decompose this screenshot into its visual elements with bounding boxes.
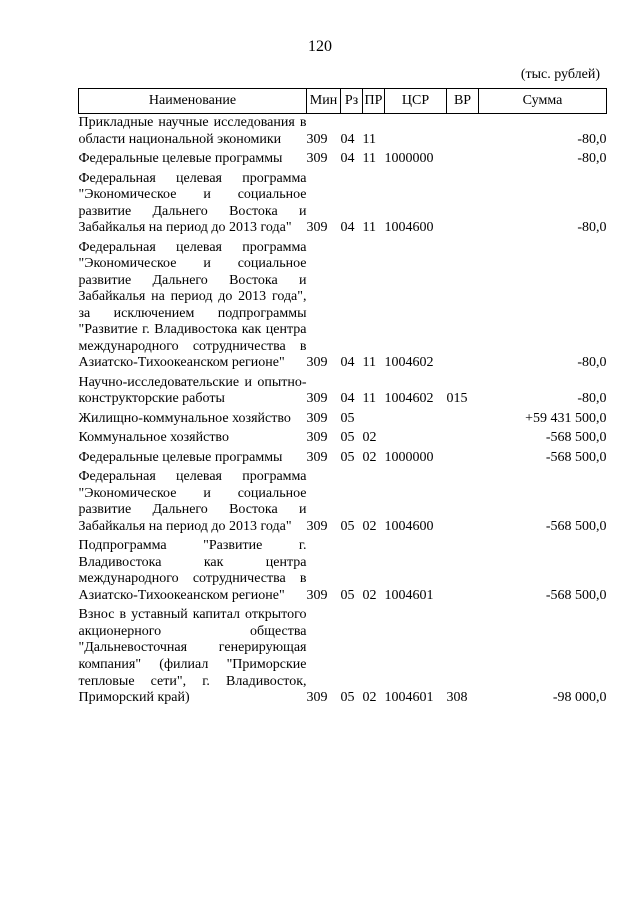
header-csr: ЦСР [385,89,447,114]
row-min: 309 [306,410,328,426]
row-pr: 11 [362,131,376,147]
table-row [79,606,607,708]
row-min: 309 [306,391,328,407]
row-rz: 05 [340,430,355,446]
row-vr [447,429,479,449]
row-vr [447,239,479,374]
row-vr [447,537,479,606]
row-rz: 04 [340,355,355,371]
row-name: Научно-исследовательские и опытно-конструкторские работы [78,374,307,407]
row-pr: 02 [362,518,377,534]
row-csr [385,114,447,151]
table-row [79,170,607,239]
row-name: Жилищно-коммунальное хозяйство [78,410,291,426]
table-row [79,374,607,410]
row-name: Коммунальное хозяйство [78,430,229,446]
row-csr: 1004601 [384,690,434,706]
row-vr [447,170,479,239]
row-vr [447,449,479,469]
row-name: Федеральная целевая программа "Экономическое и социальное развитие Дальнего Востока и Забайкалья на период до 2013 года" [78,469,307,534]
row-min: 309 [306,430,328,446]
row-sum: -568 500,0 [545,449,607,465]
row-min: 309 [306,690,328,706]
row-sum: -80,0 [577,391,607,407]
row-min: 309 [306,355,328,371]
row-sum: -80,0 [577,355,607,371]
row-pr: 11 [362,151,376,167]
row-vr [447,468,479,537]
row-name: Взнос в уставный капитал открытого акционерного общества "Дальневосточная генерирующая компания" (филиал "Приморские тепловые сети", г. Владивосток, Приморский край) [78,607,307,706]
row-name: Подпрограмма "Развитие г. Владивостока как центра международного сотрудничества в Азиатско-Тихоокеанском регионе" [78,538,307,603]
row-pr: 02 [362,449,377,465]
row-rz: 05 [340,587,355,603]
row-min: 309 [306,220,328,236]
row-pr [363,410,385,430]
row-vr [447,114,479,151]
row-csr: 1004602 [384,355,434,371]
row-csr: 1004602 [384,391,434,407]
row-min: 309 [306,449,328,465]
row-csr [385,429,447,449]
table-row [79,468,607,537]
row-rz: 04 [340,151,355,167]
row-pr: 11 [362,391,376,407]
header-min: Мин [307,89,341,114]
row-rz: 05 [340,410,355,426]
row-csr: 1004601 [384,587,434,603]
row-min: 309 [306,151,328,167]
page-number: 120 [308,38,332,55]
row-name: Прикладные научные исследования в области национальной экономики [78,115,307,147]
table-body [79,114,607,709]
row-rz: 05 [340,518,355,534]
row-name: Федеральная целевая программа "Экономическое и социальное развитие Дальнего Востока и Забайкалья на период до 2013 года", за исключением подпрограммы "Развитие г. Владивостока как центра международного сотрудничества в Азиатско-Тихоокеанском регионе" [78,239,307,371]
row-csr: 1004600 [384,220,434,236]
table-row [79,410,607,430]
table-row [79,114,607,151]
row-sum: -98 000,0 [552,690,607,706]
table-row [79,239,607,374]
budget-table [78,88,607,709]
row-pr: 11 [362,355,376,371]
row-name: Федеральная целевая программа "Экономическое и социальное развитие Дальнего Востока и Забайкалья на период до 2013 года" [78,170,307,236]
row-min: 309 [306,131,328,147]
row-rz: 05 [340,690,355,706]
row-sum: +59 431 500,0 [525,410,607,426]
table-row [79,429,607,449]
table-row [79,449,607,469]
table-row [79,150,607,170]
header-rz: Рз [341,89,363,114]
header-vr: ВР [447,89,479,114]
row-vr: 015 [446,391,468,407]
header-sum: Сумма [479,89,607,114]
row-sum: -568 500,0 [545,587,607,603]
row-name: Федеральные целевые программы [78,449,283,465]
row-pr: 02 [362,690,377,706]
row-sum: -568 500,0 [545,518,607,534]
row-vr [447,150,479,170]
row-rz: 05 [340,449,355,465]
row-csr: 1000000 [384,449,434,465]
header-pr: ПР [363,89,385,114]
row-sum: -80,0 [577,131,607,147]
units-note: (тыс. рублей) [520,67,600,82]
row-min: 309 [306,518,328,534]
row-pr: 02 [362,430,377,446]
header-name: Наименование [79,89,307,114]
row-rz: 04 [340,391,355,407]
row-vr [447,410,479,430]
row-vr: 308 [446,690,468,706]
row-csr: 1004600 [384,518,434,534]
table-row [79,537,607,606]
row-name: Федеральные целевые программы [78,151,283,167]
row-rz: 04 [340,131,355,147]
row-pr: 02 [362,587,377,603]
row-sum: -80,0 [577,151,607,167]
row-sum: -80,0 [577,220,607,236]
row-sum: -568 500,0 [545,430,607,446]
table-header [79,89,607,114]
row-pr: 11 [362,220,376,236]
row-rz: 04 [340,220,355,236]
row-csr [385,410,447,430]
row-csr: 1000000 [384,151,434,167]
row-min: 309 [306,587,328,603]
